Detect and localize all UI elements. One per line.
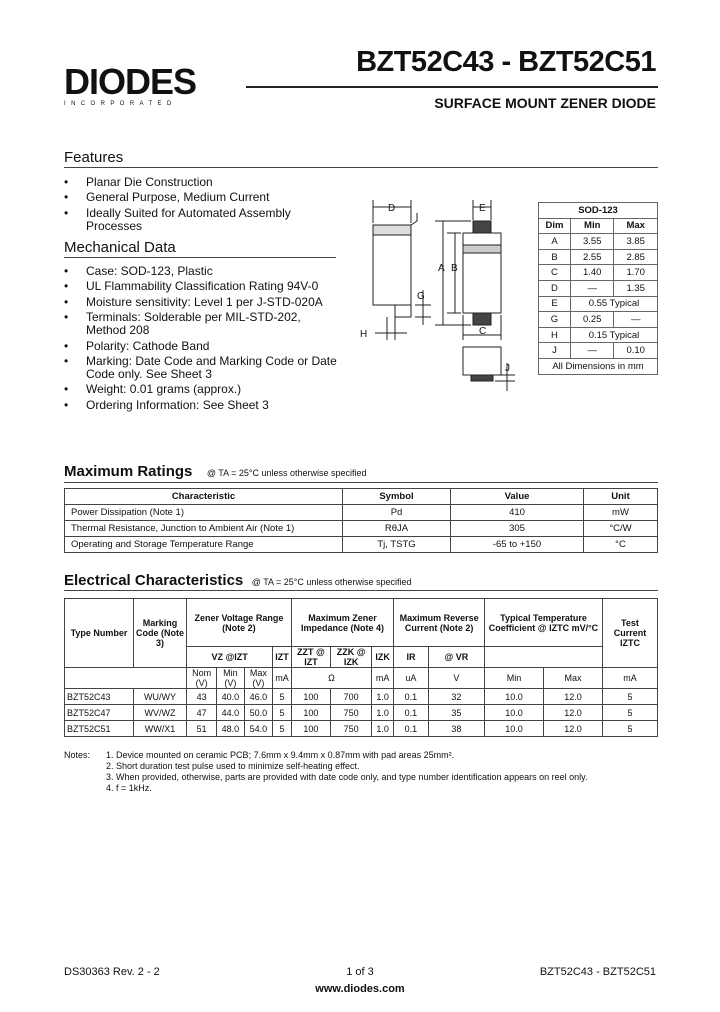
dim-cell: A <box>539 234 571 250</box>
ec-cell: 1.0 <box>372 689 394 705</box>
top-cathode-band <box>463 245 501 253</box>
ec-cell: 0.1 <box>394 721 428 737</box>
package-outline-diagram <box>355 195 525 405</box>
dim-cell: H <box>539 327 571 343</box>
ec-cell: 5 <box>602 689 657 705</box>
ec-cell: 47 <box>187 705 217 721</box>
ec-unit: Max <box>543 668 602 689</box>
ec-cell: 5 <box>273 721 292 737</box>
elec-rule <box>64 590 658 591</box>
dim-cell: 0.10 <box>614 343 658 359</box>
dim-header: Max <box>614 218 658 234</box>
table-row <box>539 234 658 250</box>
dim-cell: 0.55 Typical <box>570 296 657 312</box>
top-lead-2 <box>473 313 491 325</box>
ec-cell: 5 <box>602 721 657 737</box>
ec-unit: Min (V) <box>217 668 244 689</box>
dim-label-h: H <box>360 329 368 340</box>
ec-cell: 12.0 <box>543 705 602 721</box>
ec-unit: mA <box>602 668 657 689</box>
dim-header: Dim <box>539 218 571 234</box>
dim-label-e: E <box>479 203 486 214</box>
mr-cell: 305 <box>451 521 584 537</box>
list-item: • Planar Die Construction <box>64 176 309 189</box>
logo-name: DIODES <box>64 61 197 102</box>
ec-cell: 100 <box>291 705 330 721</box>
dim-header: Min <box>570 218 613 234</box>
ec-cell: 750 <box>331 721 372 737</box>
side-lead <box>395 305 411 317</box>
ec-unit: mA <box>273 668 292 689</box>
ec-cell: 10.0 <box>485 705 544 721</box>
note-item: 3. When provided, otherwise, parts are provided with date code only, and type number identification appears on reel only. <box>106 772 588 782</box>
elec-condition: @ TA = 25°C unless otherwise specified <box>251 577 412 587</box>
ec-unit: uA <box>394 668 428 689</box>
ec-cell: BZT52C43 <box>65 689 134 705</box>
table-row <box>65 537 658 553</box>
diodes-logo <box>64 61 228 110</box>
dim-table-title: SOD-123 <box>539 203 658 219</box>
note-item: 4. f = 1kHz. <box>106 783 152 793</box>
ec-cell: 0.1 <box>394 689 428 705</box>
elec-title-block <box>64 572 411 590</box>
table-row <box>65 689 658 705</box>
ec-unit: Ω <box>291 668 371 689</box>
dim-cell: 1.40 <box>570 265 613 281</box>
dim-label-g: G <box>417 291 425 302</box>
dim-cell: — <box>570 343 613 359</box>
max-ratings-table <box>64 488 658 553</box>
mr-header: Value <box>451 489 584 505</box>
ec-cell: 43 <box>187 689 217 705</box>
max-ratings-rule <box>64 482 658 483</box>
ec-cell: 1.0 <box>372 721 394 737</box>
mechanical-list <box>64 265 344 414</box>
ec-unit: Min <box>485 668 544 689</box>
footer-doc-number: DS30363 Rev. 2 - 2 <box>64 966 160 978</box>
dim-cell: 3.85 <box>614 234 658 250</box>
dim-cell: 1.35 <box>614 280 658 296</box>
notes-label: Notes: <box>64 750 91 760</box>
dim-label-j: J <box>505 363 510 374</box>
elec-heading: Electrical Characteristics <box>64 572 244 589</box>
ec-sub-vr: @ VR <box>428 647 484 668</box>
table-row <box>539 249 658 265</box>
ec-cell: 700 <box>331 689 372 705</box>
ec-cell: 5 <box>273 705 292 721</box>
mr-header: Characteristic <box>65 489 343 505</box>
table-row <box>65 521 658 537</box>
list-item: • Ordering Information: See Sheet 3 <box>64 399 344 412</box>
list-item: • Marking: Date Code and Marking Code or Date Code only. See Sheet 3 <box>64 355 344 381</box>
mechanical-rule <box>64 257 336 258</box>
dim-cell: 0.15 Typical <box>570 327 657 343</box>
features-list <box>64 176 309 235</box>
table-row <box>539 312 658 328</box>
ec-cell: 48.0 <box>217 721 244 737</box>
page-title: BZT52C43 - BZT52C51 <box>356 46 656 78</box>
dim-cell: D <box>539 280 571 296</box>
ec-cell: 750 <box>331 705 372 721</box>
mr-cell: °C <box>584 537 658 553</box>
ec-sub-vz: VZ @IZT <box>187 647 273 668</box>
dim-cell: G <box>539 312 571 328</box>
ec-cell: BZT52C51 <box>65 721 134 737</box>
list-item: • Moisture sensitivity: Level 1 per J-STD-020A <box>64 296 344 309</box>
ec-cell: 40.0 <box>217 689 244 705</box>
mechanical-heading: Mechanical Data <box>64 239 176 256</box>
dim-label-d: D <box>388 203 396 214</box>
electrical-table <box>64 598 658 737</box>
dim-cell: 3.55 <box>570 234 613 250</box>
dim-cell: B <box>539 249 571 265</box>
ec-unit: Nom (V) <box>187 668 217 689</box>
ec-cell: 5 <box>602 705 657 721</box>
dimensions-table <box>538 202 658 375</box>
mr-header: Symbol <box>343 489 451 505</box>
footer-page-number: 1 of 3 <box>346 966 374 978</box>
mr-cell: 410 <box>451 505 584 521</box>
ec-h-temp: Typical Temperature Coefficient @ IZTC mV/°C <box>485 599 603 647</box>
ec-h-test: Test Current IZTC <box>602 599 657 668</box>
dim-cell: — <box>614 312 658 328</box>
note-item: 2. Short duration test pulse used to minimize self-heating effect. <box>106 761 360 771</box>
footer-url-link[interactable]: www.diodes.com <box>315 983 405 995</box>
logo-sub: INCORPORATED <box>64 101 177 107</box>
table-row <box>539 265 658 281</box>
ec-h-rev: Maximum Reverse Current (Note 2) <box>394 599 485 647</box>
table-row <box>539 343 658 359</box>
ec-cell: 51 <box>187 721 217 737</box>
ec-cell: 12.0 <box>543 721 602 737</box>
ec-cell: 38 <box>428 721 484 737</box>
dim-label-a: A <box>438 263 445 274</box>
ec-cell: 10.0 <box>485 721 544 737</box>
dim-cell: 2.85 <box>614 249 658 265</box>
ec-cell: WW/X1 <box>134 721 187 737</box>
ec-unit: Max (V) <box>244 668 273 689</box>
table-row <box>539 280 658 296</box>
ec-cell: WV/WZ <box>134 705 187 721</box>
ec-h-zener: Zener Voltage Range (Note 2) <box>187 599 292 647</box>
ec-unit: V <box>428 668 484 689</box>
end-view-body <box>463 347 501 375</box>
side-lead-top <box>411 213 417 225</box>
ec-cell: BZT52C47 <box>65 705 134 721</box>
dim-cell: 1.70 <box>614 265 658 281</box>
ec-cell: WU/WY <box>134 689 187 705</box>
table-row <box>65 705 658 721</box>
dim-table-footer: All Dimensions in mm <box>539 358 658 374</box>
dim-cell: 0.25 <box>570 312 613 328</box>
table-row <box>539 327 658 343</box>
footer-part-number: BZT52C43 - BZT52C51 <box>539 966 656 978</box>
ec-cell: 0.1 <box>394 705 428 721</box>
ec-sub-blank <box>485 647 603 668</box>
ec-cell: 35 <box>428 705 484 721</box>
ec-h-marking: Marking Code (Note 3) <box>134 599 187 668</box>
ec-cell: 12.0 <box>543 689 602 705</box>
list-item: • General Purpose, Medium Current <box>64 191 309 204</box>
mr-cell: Operating and Storage Temperature Range <box>65 537 343 553</box>
ec-unit: mA <box>372 668 394 689</box>
ec-cell: 32 <box>428 689 484 705</box>
dim-cell: — <box>570 280 613 296</box>
title-rule <box>246 86 658 88</box>
note-item: 1. Device mounted on ceramic PCB; 7.6mm x 9.4mm x 0.87mm with pad areas 25mm². <box>106 750 455 760</box>
side-band <box>373 225 411 235</box>
side-body <box>373 225 411 305</box>
top-lead-1 <box>473 221 491 233</box>
ec-cell: 46.0 <box>244 689 273 705</box>
dim-cell: E <box>539 296 571 312</box>
list-item: • Ideally Suited for Automated Assembly Processes <box>64 207 309 233</box>
notes-block <box>64 750 587 794</box>
mr-cell: Pd <box>343 505 451 521</box>
dim-label-b: B <box>451 263 458 274</box>
ec-sub-izt: IZT <box>273 647 292 668</box>
ec-cell: 5 <box>273 689 292 705</box>
max-ratings-heading: Maximum Ratings <box>64 463 193 480</box>
end-view-lead <box>471 375 493 381</box>
mr-cell: Power Dissipation (Note 1) <box>65 505 343 521</box>
max-ratings-title-block <box>64 463 367 481</box>
mr-cell: -65 to +150 <box>451 537 584 553</box>
mr-cell: mW <box>584 505 658 521</box>
ec-cell: 100 <box>291 721 330 737</box>
dim-label-c: C <box>479 326 487 337</box>
mr-cell: Tj, TSTG <box>343 537 451 553</box>
list-item: • Polarity: Cathode Band <box>64 340 344 353</box>
table-row <box>65 721 658 737</box>
ec-sub-izk: IZK <box>372 647 394 668</box>
list-item: • Terminals: Solderable per MIL-STD-202, Method 208 <box>64 311 344 337</box>
dim-cell: 2.55 <box>570 249 613 265</box>
ec-cell: 10.0 <box>485 689 544 705</box>
features-heading: Features <box>64 149 124 166</box>
mr-cell: Thermal Resistance, Junction to Ambient Air (Note 1) <box>65 521 343 537</box>
mr-cell: RθJA <box>343 521 451 537</box>
max-ratings-condition: @ TA = 25°C unless otherwise specified <box>206 468 367 478</box>
dim-cell: J <box>539 343 571 359</box>
ec-h-imp: Maximum Zener Impedance (Note 4) <box>291 599 393 647</box>
list-item: • UL Flammability Classification Rating 94V-0 <box>64 280 344 293</box>
table-row <box>65 505 658 521</box>
mr-header: Unit <box>584 489 658 505</box>
ec-h-type: Type Number <box>65 599 134 668</box>
ec-sub-zzt: ZZT @ IZT <box>291 647 330 668</box>
ec-sub-ir: IR <box>394 647 428 668</box>
ec-cell: 1.0 <box>372 705 394 721</box>
dim-cell: C <box>539 265 571 281</box>
ec-cell: 54.0 <box>244 721 273 737</box>
mr-cell: °C/W <box>584 521 658 537</box>
features-rule <box>64 167 658 168</box>
ec-cell: 50.0 <box>244 705 273 721</box>
ec-cell: 100 <box>291 689 330 705</box>
ec-cell: 44.0 <box>217 705 244 721</box>
table-row <box>539 296 658 312</box>
ec-sub-zzk: ZZK @ IZK <box>331 647 372 668</box>
list-item: • Case: SOD-123, Plastic <box>64 265 344 278</box>
ec-unit-blank <box>65 668 187 689</box>
list-item: • Weight: 0.01 grams (approx.) <box>64 383 344 396</box>
page-subtitle: SURFACE MOUNT ZENER DIODE <box>434 95 656 111</box>
